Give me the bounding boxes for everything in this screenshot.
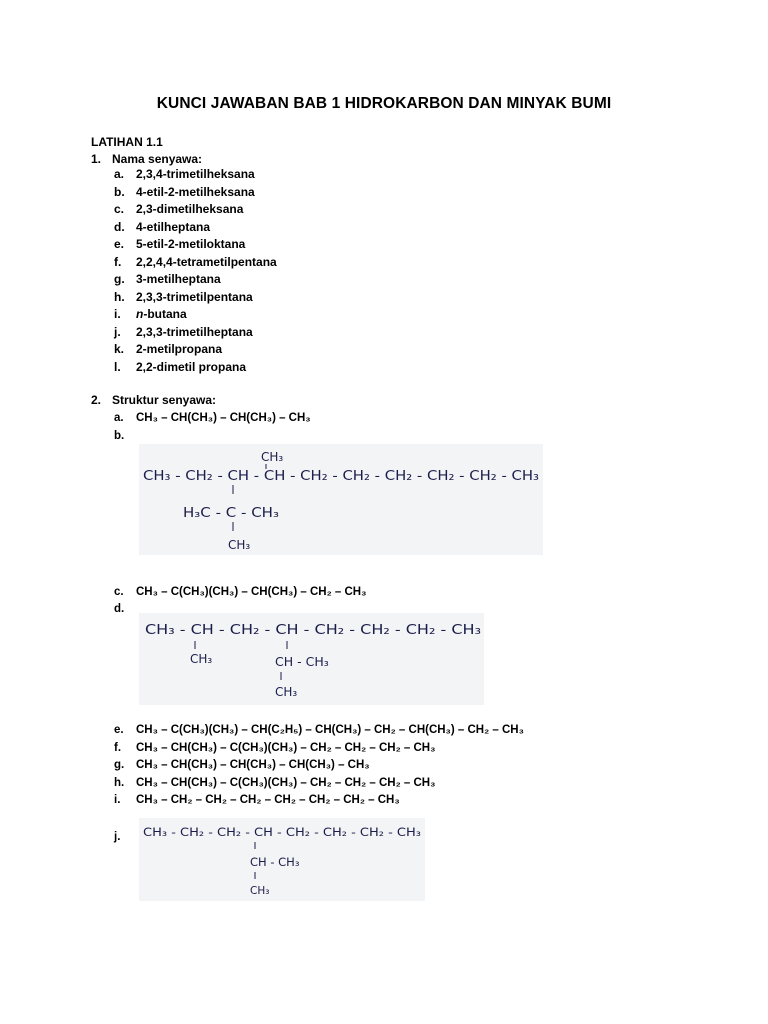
structure-item-c: [114, 584, 366, 601]
structure-item-g: [114, 757, 370, 774]
item-letter: d.: [114, 219, 125, 234]
structure-item-b: [114, 428, 136, 445]
structure-j-main-chain: CH₃ - CH₂ - CH₂ - CH - CH₂ - CH₂ - CH₂ - CH₃: [143, 825, 422, 839]
structure-formula: CH₃ – C(CH₃)(CH₃) – CH(CH₃) – CH₂ – CH₃: [136, 586, 367, 598]
structure-b-top-group: CH₃: [261, 450, 284, 464]
structure-b-bottom-group: CH₃: [228, 538, 251, 552]
page-title: KUNCI JAWABAN BAB 1 HIDROKARBON DAN MINYAK BUMI: [156, 95, 612, 112]
item-text: 3-metilheptana: [136, 272, 221, 286]
item-letter: g.: [114, 759, 125, 771]
item-letter: h.: [114, 777, 125, 789]
item-letter: a.: [114, 412, 124, 424]
list-item: [114, 184, 277, 202]
item-letter: g.: [114, 272, 125, 286]
item-italic: n: [136, 307, 144, 321]
item-text: 2,2,4,4-tetrametilpentana: [136, 254, 277, 269]
structure-formula: CH₃ – CH(CH₃) – CH(CH₃) – CH₃: [136, 412, 311, 424]
structure-j-bottom-group: CH₃: [250, 885, 270, 897]
list-item: [114, 359, 277, 377]
structure-formula: CH₃ – CH(CH₃) – C(CH₃)(CH₃) – CH₂ – CH₂ – CH₂ – CH₃: [136, 777, 436, 789]
structure-formula: CH₃ – CH(CH₃) – CH(CH₃) – CH(CH₃) – CH₃: [136, 759, 370, 771]
structure-d-main-chain: CH₃ - CH - CH₂ - CH - CH₂ - CH₂ - CH₂ - CH₃: [145, 622, 481, 638]
item-text: 2,3,3-trimetilpentana: [136, 289, 253, 304]
item-letter: c.: [114, 586, 124, 598]
item-text: 4-etil-2-metilheksana: [136, 184, 255, 199]
list-item: [114, 236, 277, 254]
structure-j-drawing: [139, 818, 425, 901]
structure-d-left-group: CH₃: [190, 652, 213, 666]
structure-d-drawing: [139, 613, 484, 705]
item-text: 4-etilheptana: [136, 219, 211, 234]
list-item: [114, 166, 277, 184]
item-letter: a.: [114, 167, 125, 181]
section-heading: LATIHAN 1.1: [91, 135, 163, 149]
structure-item-h: [114, 775, 435, 792]
list-item: [114, 306, 277, 324]
list-item: [114, 289, 277, 307]
structure-d-bottom-group: CH₃: [275, 685, 298, 699]
structure-j-branch: CH - CH₃: [250, 855, 300, 869]
question-text: Struktur senyawa:: [112, 393, 217, 407]
handwritten-structure-b: [139, 444, 543, 555]
structure-item-d: [114, 601, 136, 618]
item-letter: e.: [114, 237, 125, 251]
item-letter: k.: [114, 342, 125, 356]
handwritten-structure-j: [139, 818, 425, 901]
item-letter: b.: [114, 184, 125, 199]
item-letter: f.: [114, 254, 122, 269]
name-list: [114, 166, 277, 376]
handwritten-structure-d: [139, 613, 484, 705]
structure-b-main-chain: CH₃ - CH₂ - CH - CH - CH₂ - CH₂ - CH₂ - CH₂ - CH₂ - CH₃: [143, 468, 539, 484]
question-number: 1.: [91, 152, 102, 166]
structure-formula: CH₃ – CH₂ – CH₂ – CH₂ – CH₂ – CH₂ – CH₂ – CH₃: [136, 794, 400, 806]
structure-item-f: [114, 740, 435, 757]
list-item: [114, 201, 277, 219]
item-letter: l.: [114, 359, 121, 374]
item-letter: h.: [114, 289, 125, 304]
item-text: 2,3,3-trimetilheptana: [136, 324, 253, 339]
item-letter: f.: [114, 742, 122, 754]
item-letter: b.: [114, 430, 125, 442]
list-item: [114, 341, 277, 359]
structure-b-branch: H₃C - C - CH₃: [183, 506, 279, 521]
item-letter: c.: [114, 202, 125, 216]
item-text: -butana: [143, 307, 187, 321]
structure-item-a: [114, 410, 311, 427]
item-letter: i.: [114, 307, 121, 321]
structure-item-j: [114, 829, 136, 846]
list-item: [114, 271, 277, 289]
structure-d-branch: CH - CH₃: [275, 654, 329, 669]
list-item: [114, 254, 277, 272]
list-item: [114, 219, 277, 237]
item-text: 5-etil-2-metiloktana: [136, 237, 246, 251]
item-text: 2,3-dimetilheksana: [136, 202, 244, 216]
item-letter: j.: [114, 831, 121, 843]
item-text: 2,3,4-trimetilheksana: [136, 167, 255, 181]
item-text: 2,2-dimetil propana: [136, 359, 247, 374]
item-letter: d.: [114, 603, 125, 615]
question-1-heading: [91, 152, 202, 166]
item-letter: e.: [114, 724, 124, 736]
question-2-heading: [91, 393, 216, 407]
item-text: 2-metilpropana: [136, 342, 223, 356]
structure-formula: CH₃ – CH(CH₃) – C(CH₃)(CH₃) – CH₂ – CH₂ – CH₂ – CH₃: [136, 742, 436, 754]
structure-b-drawing: [139, 444, 543, 555]
question-number: 2.: [91, 393, 102, 407]
item-letter: j.: [114, 324, 121, 339]
structure-formula: CH₃ – C(CH₃)(CH₃) – CH(C₂H₅) – CH(CH₃) – CH₂ – CH(CH₃) – CH₂ – CH₃: [136, 724, 524, 736]
list-item: [114, 324, 277, 342]
structure-item-i: [114, 792, 400, 809]
structure-item-e: [114, 722, 524, 739]
question-text: Nama senyawa:: [112, 152, 203, 166]
item-letter: i.: [114, 794, 121, 806]
